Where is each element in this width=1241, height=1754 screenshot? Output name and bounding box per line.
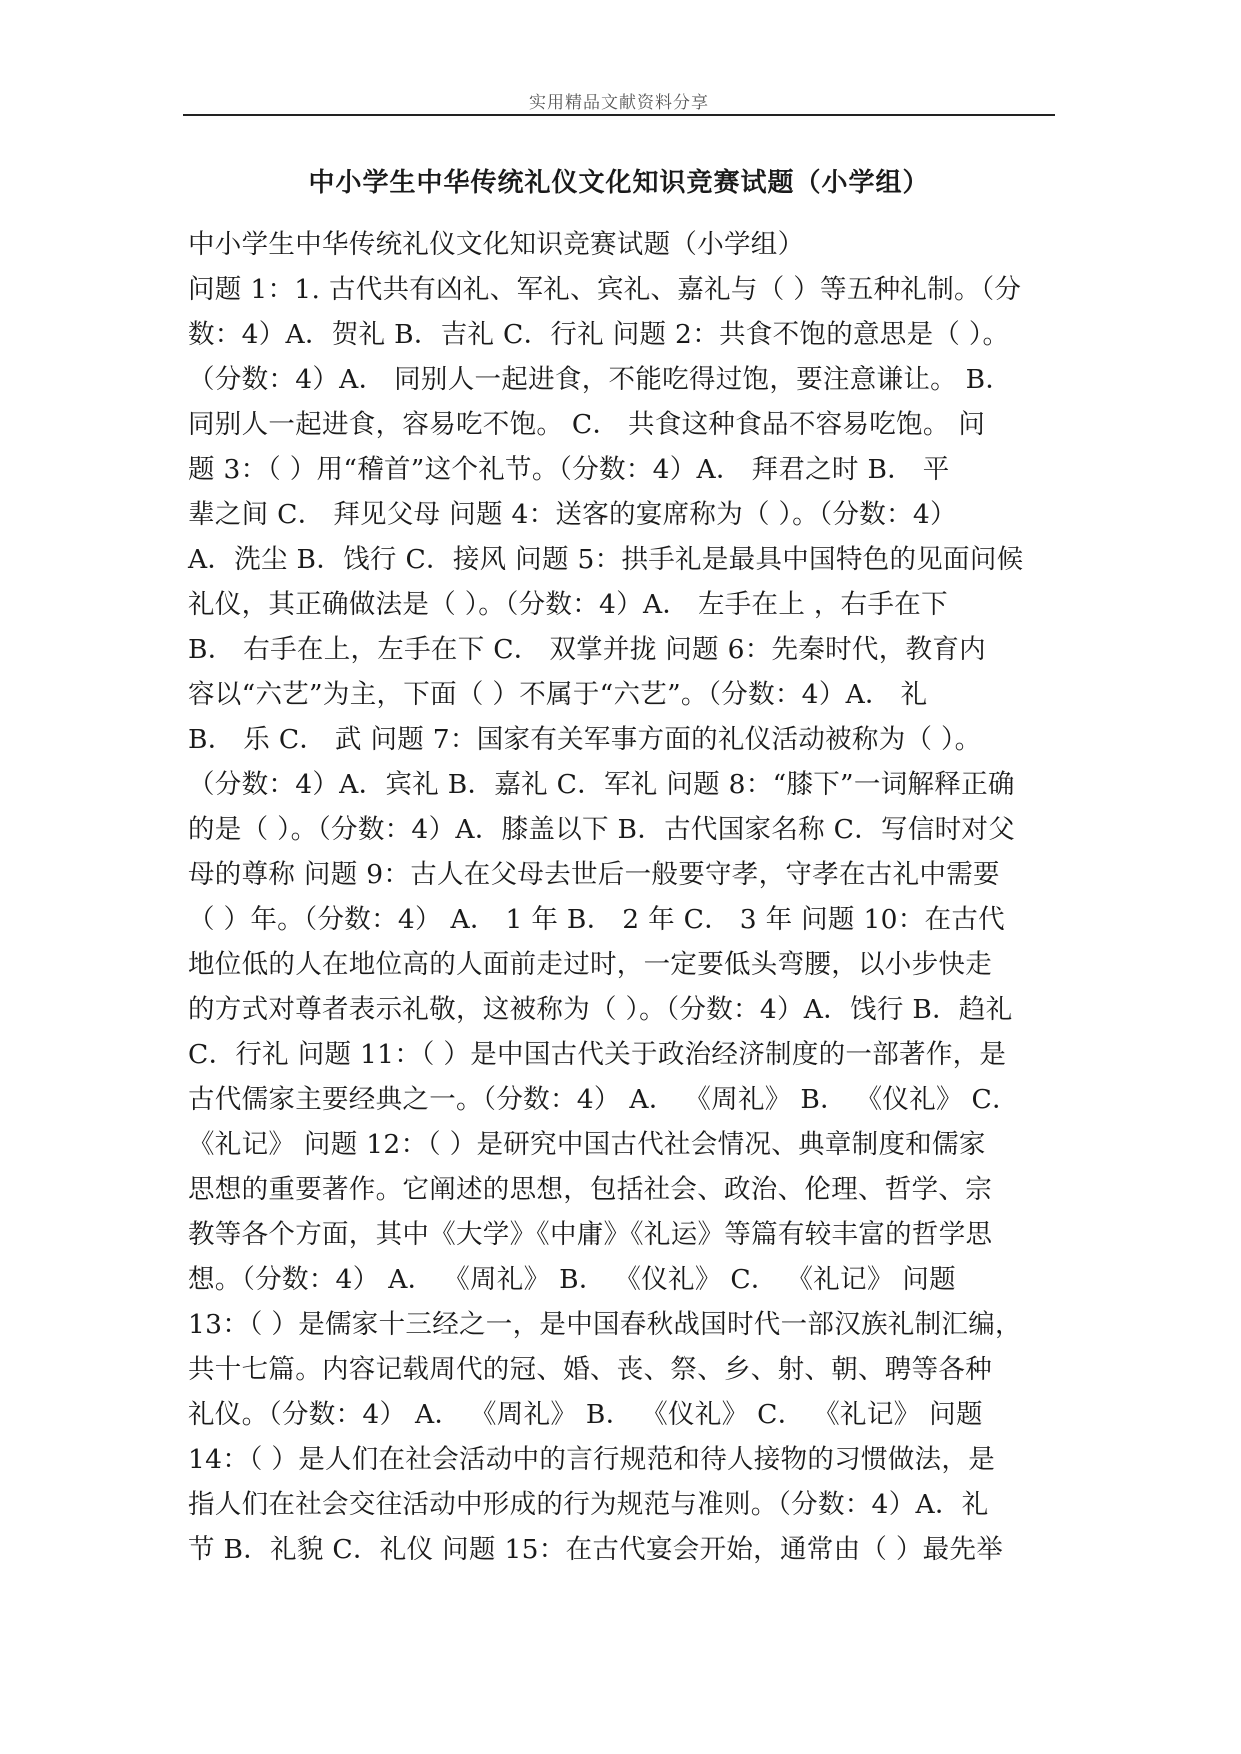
body-line: 教等各个方面，其中《大学》《中庸》《礼运》等篇有较丰富的哲学思 [188, 1219, 993, 1250]
body-line: 《礼记》 问题 12：（ ）是研究中国古代社会情况、典章制度和儒家 [188, 1129, 986, 1160]
body-line: 问题 1：1. 古代共有凶礼、军礼、宾礼、嘉礼与（ ）等五种礼制。（分 [188, 274, 1022, 305]
body-line: 容以“六艺”为主，下面（ ）不属于“六艺”。（分数：4）A． 礼 [188, 679, 928, 710]
body-line: 古代儒家主要经典之一。（分数：4） A． 《周礼》 B． 《仪礼》 C． [188, 1084, 1019, 1115]
body-line: 的方式对尊者表示礼敬，这被称为（ ）。（分数：4）A．饯行 B．趋礼 [188, 994, 1013, 1025]
body-line: （分数：4）A．宾礼 B．嘉礼 C．军礼 问题 8：“膝下”一词解释正确 [188, 769, 1015, 800]
body-line: 数：4）A．贺礼 B．吉礼 C．行礼 问题 2：共食不饱的意思是（ ）。 [188, 319, 1010, 350]
body-line: 母的尊称 问题 9：古人在父母去世后一般要守孝，守孝在古礼中需要 [188, 859, 1000, 890]
body-line: 辈之间 C． 拜见父母 问题 4：送客的宴席称为（ ）。（分数：4） [188, 499, 957, 530]
body-line: A．洗尘 B．饯行 C．接风 问题 5：拱手礼是最具中国特色的见面问候 [188, 544, 1024, 575]
body-line: 共十七篇。内容记载周代的冠、婚、丧、祭、乡、射、朝、聘等各种 [188, 1354, 992, 1385]
body-line: 节 B．礼貌 C．礼仪 问题 15：在古代宴会开始，通常由（ ）最先举 [188, 1534, 1004, 1565]
document-body [188, 222, 1060, 1572]
body-line: 14：（ ）是人们在社会活动中的言行规范和待人接物的习惯做法，是 [188, 1444, 995, 1475]
body-line: 地位低的人在地位高的人面前走过时，一定要低头弯腰，以小步快走 [188, 949, 992, 980]
body-line: （ ）年。（分数：4） A． 1 年 B． 2 年 C． 3 年 问题 10：在古代 [188, 904, 1005, 935]
body-line: 指人们在社会交往活动中形成的行为规范与准则。（分数：4）A．礼 [188, 1489, 989, 1520]
body-line: 礼仪，其正确做法是（ ）。（分数：4）A． 左手在上 ，右手在下 [188, 589, 948, 620]
body-line: B． 乐 C． 武 问题 7：国家有关军事方面的礼仪活动被称为（ ）。 [188, 724, 982, 755]
body-line: 礼仪。（分数：4） A． 《周礼》 B． 《仪礼》 C． 《礼记》 问题 [188, 1399, 983, 1430]
document-title: 中小学生中华传统礼仪文化知识竞赛试题（小学组） [308, 168, 930, 198]
header-rule [183, 114, 1055, 116]
running-header: 实用精品文献资料分享 [529, 93, 709, 113]
body-line: 同别人一起进食，容易吃不饱。 C． 共食这种食品不容易吃饱。 问 [188, 409, 986, 440]
body-line: 思想的重要著作。它阐述的思想，包括社会、政治、伦理、哲学、宗 [188, 1174, 992, 1205]
body-line: C．行礼 问题 11：（ ）是中国古代关于政治经济制度的一部著作，是 [188, 1039, 1007, 1070]
body-line: 想。（分数：4） A． 《周礼》 B． 《仪礼》 C． 《礼记》 问题 [188, 1264, 956, 1295]
body-line: 题 3：（ ）用“稽首”这个礼节。（分数：4）A． 拜君之时 B． 平 [188, 454, 950, 485]
body-line: 中小学生中华传统礼仪文化知识竞赛试题（小学组） [188, 229, 805, 260]
body-line: （分数：4）A． 同别人一起进食，不能吃得过饱，要注意谦让。 B． [188, 364, 1013, 395]
body-line: 13：（ ）是儒家十三经之一，是中国春秋战国时代一部汉族礼制汇编， [188, 1309, 1022, 1340]
body-line: B． 右手在上，左手在下 C． 双掌并拢 问题 6：先秦时代，教育内 [188, 634, 986, 665]
body-line: 的是（ ）。（分数：4）A．膝盖以下 B．古代国家名称 C．写信时对父 [188, 814, 1016, 845]
